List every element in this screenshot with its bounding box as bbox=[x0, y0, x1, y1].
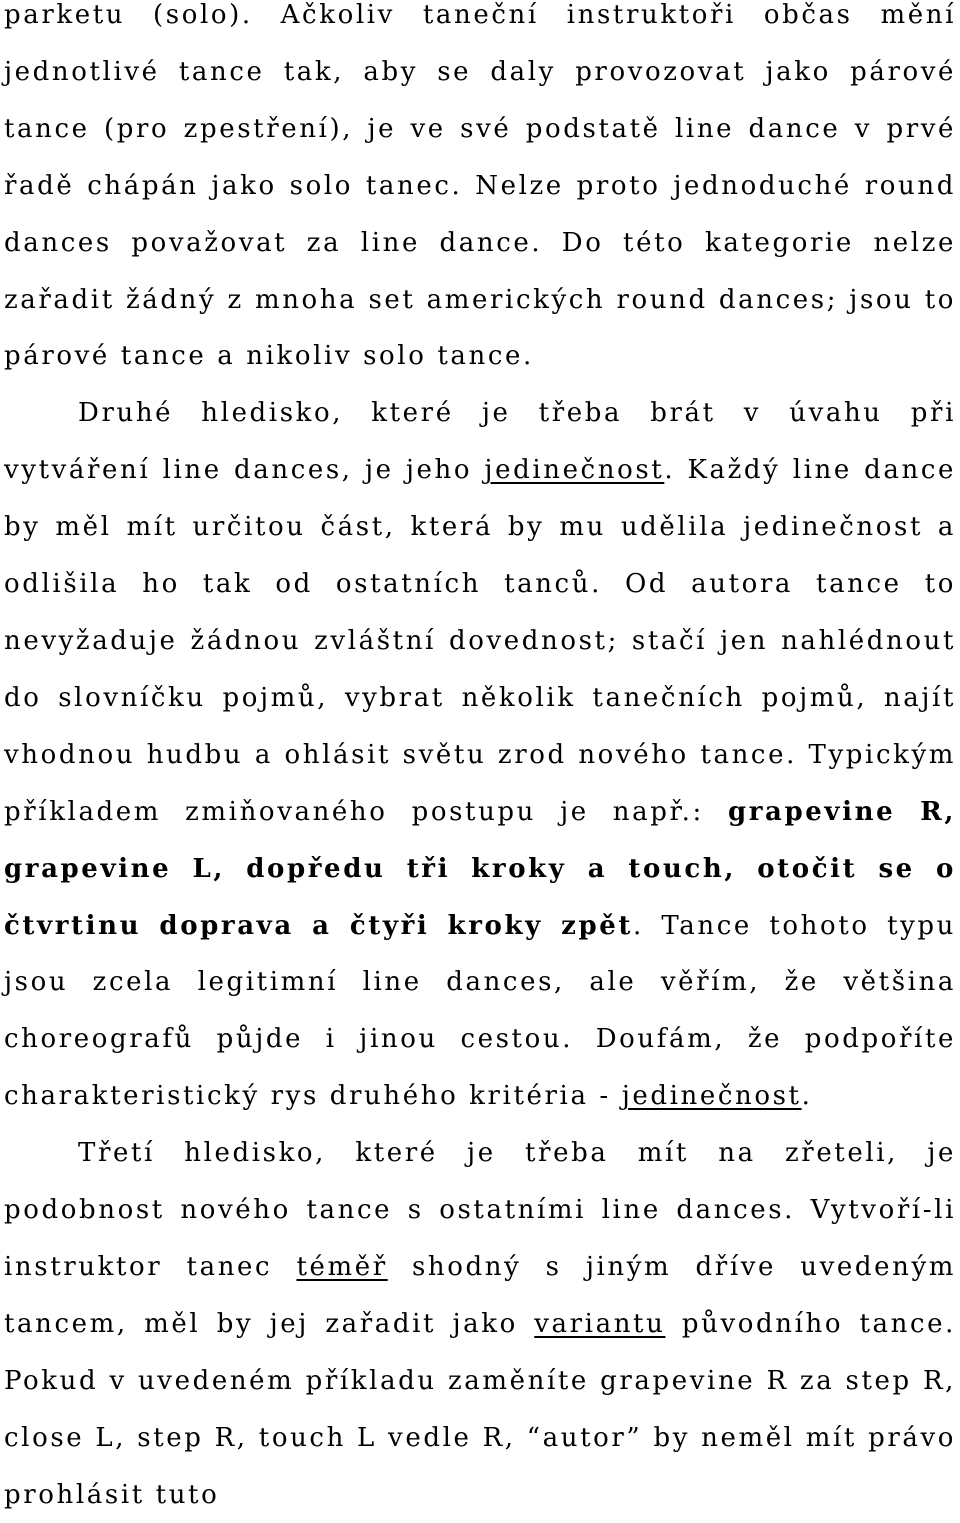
text-run: původního tance. Pokud v uvedeném příkladu zaměníte grapevine R za step R, close L, step R, touch L vedle R, “autor” by neměl mít právo prohlásit tuto bbox=[4, 1308, 956, 1510]
underlined-term-variantu: variantu bbox=[534, 1308, 666, 1339]
paragraph-3 bbox=[4, 1125, 956, 1523]
paragraph-2 bbox=[4, 385, 956, 1125]
underlined-term-jedinecnost-2: jedinečnost bbox=[621, 1081, 802, 1112]
underlined-term-teme: téměř bbox=[296, 1251, 388, 1282]
text-run: . Tance tohoto typu jsou zcela legitimní line dances, ale věřím, že většina choreografů půjde i jinou cestou. Doufám, že podpoříte charakteristický rys druhého kritéria - bbox=[4, 910, 956, 1112]
underlined-term-jedinecnost: jedinečnost bbox=[484, 455, 665, 486]
body-text bbox=[4, 0, 956, 1523]
paragraph-1 bbox=[4, 0, 956, 385]
text-run: shodný s jiným dříve uvedeným tancem, měl by jej zařadit jako bbox=[4, 1251, 956, 1339]
text-run: . Každý line dance by měl mít určitou část, která by mu udělila jedinečnost a odlišila ho tak od ostatních tanců. Od autora tance to nevyžaduje žádnou zvláštní dovednost; stačí jen nahlédnout do slovníčku pojmů, vybrat několik tanečních pojmů, najít vhodnou hudbu a ohlásit světu zrod nového tance. Typickým příkladem zmiňovaného postupu je např.: bbox=[4, 455, 956, 827]
text-run: parketu (solo). Ačkoliv taneční instruktoři občas mění jednotlivé tance tak, aby se daly provozovat jako párové tance (pro zpestření), je ve své podstatě line dance v prvé řadě chápán jako solo tanec. Nelze proto jednoduché round dances považovat za line dance. Do této kategorie nelze zařadit žádný z mnoha set amerických round dances; jsou to párové tance a nikoliv solo tance. bbox=[4, 0, 956, 372]
text-run: Druhé hledisko, které je třeba brát v úvahu při vytváření line dances, je jeho bbox=[4, 398, 956, 486]
text-run: Třetí hledisko, které je třeba mít na zřeteli, je podobnost nového tance s ostatními line dances. Vytvoří-li instruktor tanec bbox=[4, 1138, 956, 1282]
bold-dance-example: grapevine R, grapevine L, dopředu tři kroky a touch, otočit se o čtvrtinu doprava a čtyři kroky zpět bbox=[4, 796, 956, 941]
text-run: . bbox=[801, 1081, 813, 1112]
